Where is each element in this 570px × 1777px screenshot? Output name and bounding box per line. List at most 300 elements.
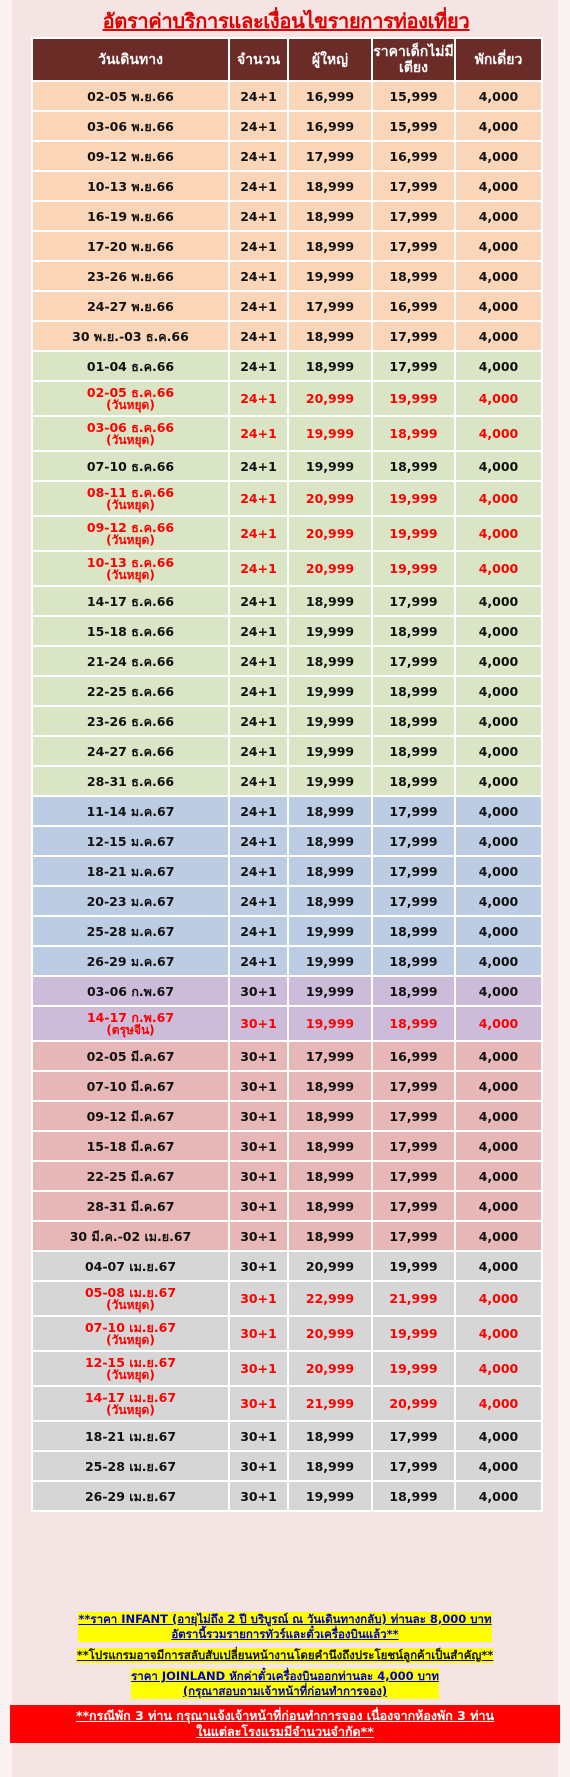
- date-text: 05-08 เม.ย.67: [84, 1284, 177, 1300]
- date-cell: [32, 1251, 229, 1281]
- date-cell: [32, 231, 229, 261]
- table-row: [32, 1451, 542, 1481]
- adult-price-cell: 16,999: [288, 81, 372, 111]
- adult-price-cell: 18,999: [288, 1221, 372, 1251]
- adult-price-cell: 18,999: [288, 1451, 372, 1481]
- single-supplement-cell: 4,000: [455, 201, 542, 231]
- seats-cell: 24+1: [229, 81, 288, 111]
- table-row: [32, 586, 542, 616]
- child-price-cell: 18,999: [372, 676, 455, 706]
- date-cell: [32, 1421, 229, 1451]
- single-supplement-cell: 4,000: [455, 481, 542, 516]
- table-row: [32, 201, 542, 231]
- date-note: (วันหยุด): [106, 567, 155, 582]
- single-supplement-cell: 4,000: [455, 261, 542, 291]
- triple-room-note-line1: **กรณีพัก 3 ท่าน กรุณาแจ้งเจ้าหน้าที่ก่อนทำการจอง เนื่องจากห้องพัก 3 ท่าน: [75, 1708, 495, 1723]
- adult-price-cell: 20,999: [288, 1316, 372, 1351]
- child-price-cell: 15,999: [372, 111, 455, 141]
- date-cell: [32, 796, 229, 826]
- child-price-cell: 17,999: [372, 321, 455, 351]
- adult-price-cell: 18,999: [288, 796, 372, 826]
- adult-price-cell: 19,999: [288, 736, 372, 766]
- date-text: 24-27 ธ.ค.66: [86, 743, 175, 759]
- table-row: [32, 856, 542, 886]
- adult-price-cell: 19,999: [288, 616, 372, 646]
- date-text: 02-05 พ.ย.66: [87, 88, 174, 104]
- date-text: 22-25 ธ.ค.66: [86, 683, 175, 699]
- seats-cell: 24+1: [229, 646, 288, 676]
- table-row: [32, 646, 542, 676]
- date-text: 26-29 ม.ค.67: [86, 953, 175, 969]
- table-row: [32, 231, 542, 261]
- table-row: [32, 1191, 542, 1221]
- adult-price-cell: 20,999: [288, 516, 372, 551]
- date-text: 25-28 เม.ย.67: [84, 1458, 177, 1474]
- date-cell: [32, 1101, 229, 1131]
- seats-cell: 30+1: [229, 1451, 288, 1481]
- date-note: (วันหยุด): [106, 1332, 155, 1347]
- seats-cell: 24+1: [229, 586, 288, 616]
- date-cell: [32, 171, 229, 201]
- child-price-cell: 17,999: [372, 1421, 455, 1451]
- date-cell: [32, 706, 229, 736]
- table-row: [32, 451, 542, 481]
- single-supplement-cell: 4,000: [455, 1451, 542, 1481]
- single-supplement-cell: 4,000: [455, 1316, 542, 1351]
- date-text: 03-06 ก.พ.67: [86, 983, 175, 999]
- adult-price-cell: 20,999: [288, 1251, 372, 1281]
- child-price-cell: 17,999: [372, 796, 455, 826]
- single-supplement-cell: 4,000: [455, 586, 542, 616]
- date-text: 10-13 พ.ย.66: [87, 178, 174, 194]
- seats-cell: 24+1: [229, 856, 288, 886]
- table-row: [32, 321, 542, 351]
- date-text: 14-17 เม.ย.67: [84, 1389, 177, 1405]
- single-supplement-cell: 4,000: [455, 916, 542, 946]
- date-cell: [32, 1316, 229, 1351]
- child-price-cell: 19,999: [372, 381, 455, 416]
- adult-price-cell: 20,999: [288, 381, 372, 416]
- date-text: 14-17 ก.พ.67: [86, 1009, 175, 1025]
- seats-cell: 30+1: [229, 1421, 288, 1451]
- date-text: 30 พ.ย.-03 ธ.ค.66: [72, 328, 189, 344]
- seats-cell: 24+1: [229, 736, 288, 766]
- date-text: 15-18 มี.ค.67: [86, 1138, 175, 1154]
- table-row: [32, 946, 542, 976]
- table-row: [32, 1161, 542, 1191]
- date-cell: [32, 111, 229, 141]
- single-supplement-cell: 4,000: [455, 886, 542, 916]
- table-row: [32, 676, 542, 706]
- date-cell: [32, 1161, 229, 1191]
- infant-note-line2: อัตรานี้รวมรายการทัวร์และตั๋วเครื่องบินแล้ว**: [171, 1627, 399, 1641]
- child-price-cell: 17,999: [372, 856, 455, 886]
- table-row: [32, 1131, 542, 1161]
- seats-cell: 24+1: [229, 766, 288, 796]
- single-supplement-cell: 4,000: [455, 826, 542, 856]
- table-row: [32, 1251, 542, 1281]
- table-row: [32, 1101, 542, 1131]
- joinland-note: [131, 1669, 439, 1699]
- date-cell: [32, 1041, 229, 1071]
- table-row: [32, 351, 542, 381]
- adult-price-cell: 19,999: [288, 706, 372, 736]
- table-row: [32, 886, 542, 916]
- single-supplement-cell: 4,000: [455, 1221, 542, 1251]
- table-row: [32, 706, 542, 736]
- table-row: [32, 516, 542, 551]
- date-cell: [32, 1281, 229, 1316]
- table-row: [32, 171, 542, 201]
- date-cell: [32, 291, 229, 321]
- table-row: [32, 916, 542, 946]
- date-text: 14-17 ธ.ค.66: [86, 593, 175, 609]
- table-row: [32, 481, 542, 516]
- date-note: (วันหยุด): [106, 532, 155, 547]
- date-text: 18-21 เม.ย.67: [84, 1428, 177, 1444]
- table-row: [32, 1221, 542, 1251]
- single-supplement-cell: 4,000: [455, 381, 542, 416]
- date-cell: [32, 381, 229, 416]
- child-price-cell: 17,999: [372, 1451, 455, 1481]
- adult-price-cell: 18,999: [288, 886, 372, 916]
- seats-cell: 30+1: [229, 1386, 288, 1421]
- date-text: 22-25 มี.ค.67: [86, 1168, 175, 1184]
- date-cell: [32, 826, 229, 856]
- adult-price-cell: 17,999: [288, 291, 372, 321]
- adult-price-cell: 19,999: [288, 766, 372, 796]
- adult-price-cell: 22,999: [288, 1281, 372, 1316]
- date-text: 28-31 มี.ค.67: [86, 1198, 175, 1214]
- adult-price-cell: 18,999: [288, 586, 372, 616]
- program-change-note: **โปรแกรมอาจมีการสลับสับเปลี่ยนหน้างานโดยคำนึงถึงประโยชน์ลูกค้าเป็นสำคัญ**: [76, 1648, 494, 1662]
- single-supplement-cell: 4,000: [455, 976, 542, 1006]
- header-single: พักเดี่ยว: [455, 38, 542, 81]
- joinland-note-line1: ราคา JOINLAND หักค่าตั๋วเครื่องบินออกท่านละ 4,000 บาท: [131, 1669, 439, 1683]
- child-price-cell: 17,999: [372, 1221, 455, 1251]
- page-title: อัตราค่าบริการและเงื่อนไขรายการท่องเที่ยว: [102, 9, 470, 33]
- seats-cell: 24+1: [229, 351, 288, 381]
- child-price-cell: 18,999: [372, 736, 455, 766]
- date-text: 07-10 มี.ค.67: [86, 1078, 175, 1094]
- seats-cell: 24+1: [229, 261, 288, 291]
- date-cell: [32, 1131, 229, 1161]
- header-seats: จำนวน: [229, 38, 288, 81]
- date-note: (วันหยุด): [106, 432, 155, 447]
- date-note: (วันหยุด): [106, 1297, 155, 1312]
- adult-price-cell: 18,999: [288, 321, 372, 351]
- seats-cell: 30+1: [229, 1481, 288, 1511]
- adult-price-cell: 19,999: [288, 1006, 372, 1041]
- seats-cell: 24+1: [229, 201, 288, 231]
- single-supplement-cell: 4,000: [455, 1191, 542, 1221]
- child-price-cell: 16,999: [372, 1041, 455, 1071]
- seats-cell: 24+1: [229, 616, 288, 646]
- date-cell: [32, 586, 229, 616]
- adult-price-cell: 18,999: [288, 1071, 372, 1101]
- single-supplement-cell: 4,000: [455, 516, 542, 551]
- single-supplement-cell: 4,000: [455, 766, 542, 796]
- seats-cell: 24+1: [229, 886, 288, 916]
- child-price-cell: 17,999: [372, 826, 455, 856]
- table-row: [32, 1041, 542, 1071]
- single-supplement-cell: 4,000: [455, 141, 542, 171]
- adult-price-cell: 19,999: [288, 916, 372, 946]
- single-supplement-cell: 4,000: [455, 231, 542, 261]
- single-supplement-cell: 4,000: [455, 1101, 542, 1131]
- table-row: [32, 616, 542, 646]
- date-cell: [32, 451, 229, 481]
- seats-cell: 30+1: [229, 1251, 288, 1281]
- single-supplement-cell: 4,000: [455, 736, 542, 766]
- child-price-cell: 17,999: [372, 171, 455, 201]
- child-price-cell: 17,999: [372, 586, 455, 616]
- child-price-cell: 19,999: [372, 1251, 455, 1281]
- date-cell: [32, 351, 229, 381]
- adult-price-cell: 17,999: [288, 141, 372, 171]
- date-cell: [32, 1451, 229, 1481]
- date-cell: [32, 766, 229, 796]
- single-supplement-cell: 4,000: [455, 1251, 542, 1281]
- date-text: 07-10 เม.ย.67: [84, 1319, 177, 1335]
- date-text: 30 มี.ค.-02 เม.ย.67: [69, 1228, 192, 1244]
- date-cell: [32, 201, 229, 231]
- date-text: 09-12 มี.ค.67: [86, 1108, 175, 1124]
- date-cell: [32, 736, 229, 766]
- table-row: [32, 1281, 542, 1316]
- date-cell: [32, 646, 229, 676]
- adult-price-cell: 18,999: [288, 1191, 372, 1221]
- date-cell: [32, 141, 229, 171]
- child-price-cell: 17,999: [372, 1161, 455, 1191]
- seats-cell: 24+1: [229, 551, 288, 586]
- date-text: 04-07 เม.ย.67: [84, 1258, 177, 1274]
- date-text: 09-12 พ.ย.66: [87, 148, 174, 164]
- single-supplement-cell: 4,000: [455, 291, 542, 321]
- date-text: 28-31 ธ.ค.66: [86, 773, 175, 789]
- date-text: 18-21 ม.ค.67: [86, 863, 175, 879]
- child-price-cell: 18,999: [372, 976, 455, 1006]
- seats-cell: 24+1: [229, 946, 288, 976]
- adult-price-cell: 19,999: [288, 451, 372, 481]
- date-cell: [32, 976, 229, 1006]
- seats-cell: 24+1: [229, 321, 288, 351]
- table-row: [32, 111, 542, 141]
- date-text: 26-29 เม.ย.67: [84, 1488, 177, 1504]
- table-row: [32, 141, 542, 171]
- seats-cell: 24+1: [229, 451, 288, 481]
- seats-cell: 30+1: [229, 1006, 288, 1041]
- single-supplement-cell: 4,000: [455, 171, 542, 201]
- date-note: (วันหยุด): [106, 1402, 155, 1417]
- single-supplement-cell: 4,000: [455, 81, 542, 111]
- seats-cell: 30+1: [229, 976, 288, 1006]
- child-price-cell: 18,999: [372, 766, 455, 796]
- date-cell: [32, 416, 229, 451]
- date-note: (วันหยุด): [106, 1367, 155, 1382]
- triple-room-note: [76, 1708, 494, 1740]
- child-price-cell: 18,999: [372, 946, 455, 976]
- date-note: (วันหยุด): [106, 397, 155, 412]
- date-cell: [32, 1386, 229, 1421]
- date-cell: [32, 856, 229, 886]
- single-supplement-cell: 4,000: [455, 676, 542, 706]
- adult-price-cell: 19,999: [288, 1481, 372, 1511]
- single-supplement-cell: 4,000: [455, 946, 542, 976]
- date-text: 08-11 ธ.ค.66: [86, 484, 175, 500]
- child-price-cell: 18,999: [372, 916, 455, 946]
- joinland-note-line2: (กรุณาสอบถามเจ้าหน้าที่ก่อนทำการจอง): [182, 1684, 388, 1698]
- date-text: 03-06 ธ.ค.66: [86, 419, 175, 435]
- date-text: 02-05 ธ.ค.66: [86, 384, 175, 400]
- child-price-cell: 19,999: [372, 1316, 455, 1351]
- date-cell: [32, 616, 229, 646]
- child-price-cell: 19,999: [372, 516, 455, 551]
- date-cell: [32, 946, 229, 976]
- table-row: [32, 1421, 542, 1451]
- seats-cell: 24+1: [229, 416, 288, 451]
- adult-price-cell: 19,999: [288, 261, 372, 291]
- single-supplement-cell: 4,000: [455, 451, 542, 481]
- table-row: [32, 976, 542, 1006]
- triple-room-note-box: [10, 1705, 560, 1743]
- seats-cell: 24+1: [229, 706, 288, 736]
- adult-price-cell: 18,999: [288, 351, 372, 381]
- date-text: 16-19 พ.ย.66: [87, 208, 174, 224]
- seats-cell: 30+1: [229, 1316, 288, 1351]
- date-cell: [32, 1191, 229, 1221]
- seats-cell: 24+1: [229, 171, 288, 201]
- rates-table: [31, 37, 543, 1512]
- adult-price-cell: 21,999: [288, 1386, 372, 1421]
- adult-price-cell: 18,999: [288, 1101, 372, 1131]
- date-text: 17-20 พ.ย.66: [87, 238, 174, 254]
- single-supplement-cell: 4,000: [455, 856, 542, 886]
- date-text: 09-12 ธ.ค.66: [86, 519, 175, 535]
- adult-price-cell: 17,999: [288, 1041, 372, 1071]
- single-supplement-cell: 4,000: [455, 1006, 542, 1041]
- infant-note-line1: **ราคา INFANT (อายุไม่ถึง 2 ปี บริบูรณ์ ณ วันเดินทางกลับ) ท่านละ 8,000 บาท: [78, 1612, 492, 1626]
- table-row: [32, 1071, 542, 1101]
- notes-section: [0, 1604, 570, 1743]
- table-row: [32, 826, 542, 856]
- child-price-cell: 18,999: [372, 706, 455, 736]
- single-supplement-cell: 4,000: [455, 321, 542, 351]
- child-price-cell: 17,999: [372, 231, 455, 261]
- seats-cell: 24+1: [229, 796, 288, 826]
- table-row: [32, 1006, 542, 1041]
- date-cell: [32, 1351, 229, 1386]
- table-row: [32, 261, 542, 291]
- adult-price-cell: 20,999: [288, 481, 372, 516]
- date-cell: [32, 516, 229, 551]
- seats-cell: 24+1: [229, 291, 288, 321]
- date-note: (ตรุษจีน): [106, 1022, 155, 1037]
- date-cell: [32, 81, 229, 111]
- adult-price-cell: 18,999: [288, 1421, 372, 1451]
- adult-price-cell: 20,999: [288, 1351, 372, 1386]
- adult-price-cell: 20,999: [288, 551, 372, 586]
- child-price-cell: 16,999: [372, 291, 455, 321]
- table-row: [32, 416, 542, 451]
- child-price-cell: 21,999: [372, 1281, 455, 1316]
- single-supplement-cell: 4,000: [455, 1421, 542, 1451]
- child-price-cell: 18,999: [372, 416, 455, 451]
- date-cell: [32, 1006, 229, 1041]
- header-child: ราคาเด็กไม่มีเตียง: [372, 38, 455, 81]
- single-supplement-cell: 4,000: [455, 796, 542, 826]
- seats-cell: 30+1: [229, 1101, 288, 1131]
- seats-cell: 30+1: [229, 1041, 288, 1071]
- table-row: [32, 551, 542, 586]
- single-supplement-cell: 4,000: [455, 551, 542, 586]
- date-cell: [32, 551, 229, 586]
- single-supplement-cell: 4,000: [455, 416, 542, 451]
- date-text: 12-15 เม.ย.67: [84, 1354, 177, 1370]
- single-supplement-cell: 4,000: [455, 616, 542, 646]
- child-price-cell: 17,999: [372, 351, 455, 381]
- child-price-cell: 18,999: [372, 451, 455, 481]
- table-header-row: [32, 38, 542, 81]
- date-text: 20-23 ม.ค.67: [86, 893, 175, 909]
- adult-price-cell: 19,999: [288, 676, 372, 706]
- child-price-cell: 16,999: [372, 141, 455, 171]
- single-supplement-cell: 4,000: [455, 1161, 542, 1191]
- single-supplement-cell: 4,000: [455, 111, 542, 141]
- date-text: 25-28 ม.ค.67: [86, 923, 175, 939]
- single-supplement-cell: 4,000: [455, 1071, 542, 1101]
- date-cell: [32, 481, 229, 516]
- adult-price-cell: 19,999: [288, 946, 372, 976]
- child-price-cell: 17,999: [372, 1071, 455, 1101]
- child-price-cell: 17,999: [372, 1191, 455, 1221]
- child-price-cell: 15,999: [372, 81, 455, 111]
- seats-cell: 30+1: [229, 1281, 288, 1316]
- date-text: 21-24 ธ.ค.66: [86, 653, 175, 669]
- date-cell: [32, 676, 229, 706]
- adult-price-cell: 18,999: [288, 201, 372, 231]
- single-supplement-cell: 4,000: [455, 1131, 542, 1161]
- child-price-cell: 18,999: [372, 261, 455, 291]
- adult-price-cell: 18,999: [288, 1131, 372, 1161]
- date-cell: [32, 321, 229, 351]
- seats-cell: 24+1: [229, 826, 288, 856]
- single-supplement-cell: 4,000: [455, 1481, 542, 1511]
- seats-cell: 24+1: [229, 676, 288, 706]
- seats-cell: 30+1: [229, 1131, 288, 1161]
- seats-cell: 30+1: [229, 1191, 288, 1221]
- child-price-cell: 17,999: [372, 1131, 455, 1161]
- seats-cell: 24+1: [229, 111, 288, 141]
- seats-cell: 24+1: [229, 916, 288, 946]
- seats-cell: 24+1: [229, 381, 288, 416]
- adult-price-cell: 18,999: [288, 826, 372, 856]
- date-text: 03-06 พ.ย.66: [87, 118, 174, 134]
- date-cell: [32, 1071, 229, 1101]
- table-row: [32, 381, 542, 416]
- table-row: [32, 736, 542, 766]
- child-price-cell: 19,999: [372, 481, 455, 516]
- adult-price-cell: 19,999: [288, 416, 372, 451]
- adult-price-cell: 16,999: [288, 111, 372, 141]
- seats-cell: 24+1: [229, 141, 288, 171]
- seats-cell: 24+1: [229, 481, 288, 516]
- date-text: 11-14 ม.ค.67: [86, 803, 175, 819]
- seats-cell: 24+1: [229, 231, 288, 261]
- child-price-cell: 18,999: [372, 616, 455, 646]
- date-text: 01-04 ธ.ค.66: [86, 358, 175, 374]
- date-text: 02-05 มี.ค.67: [86, 1048, 175, 1064]
